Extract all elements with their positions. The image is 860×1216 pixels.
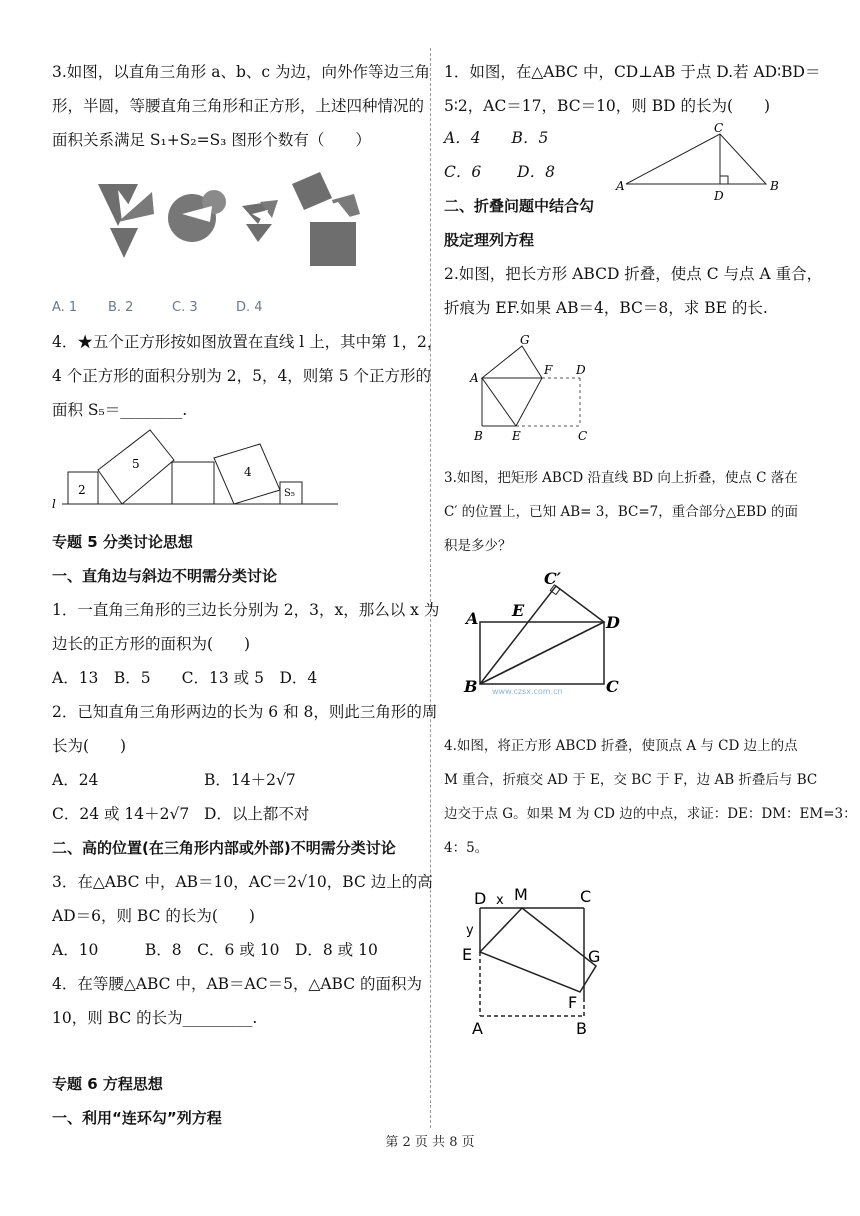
topic6-title: 专题 6 方程思想: [52, 1075, 163, 1093]
sq-label-d: D: [474, 889, 487, 908]
r-section2-title-line1: 二、折叠问题中结合勾: [444, 197, 595, 215]
page-footer: 第 2 页 共 8 页: [385, 1135, 475, 1150]
r-q2-line2: 折痕为 EF.如果 AB＝4，BC＝8，求 BE 的长.: [444, 299, 768, 317]
r-q4-line3: 边交于点 G。如果 M 为 CD 边的中点，求证：DE：DM：EM=3：: [444, 806, 857, 822]
fold2-watermark: www.czsx.com.cn: [492, 687, 563, 696]
sq-label-y: y: [466, 923, 474, 938]
t5q4-line2: 10，则 BC 的长为_________.: [52, 1009, 258, 1027]
fold1-label-g: G: [520, 333, 530, 347]
r-q3-line2: C′ 的位置上，已知 AB= 3，BC=7，重合部分△EBD 的面: [444, 504, 799, 520]
r-q3-line3: 积是多少？: [444, 538, 512, 554]
fold2-label-a: A: [466, 609, 479, 628]
sq-label-f: F: [568, 993, 578, 1012]
tri-label-d: D: [714, 189, 724, 203]
fold2-label-d: D: [606, 613, 620, 632]
t5q2-option-c: C．24 或 14＋2√7: [52, 805, 190, 823]
fold1-label-f: F: [544, 363, 553, 377]
topic5-title: 专题 5 分类讨论思想: [52, 533, 193, 551]
fold2-label-b: B: [464, 677, 478, 696]
t5q2-line1: 2．已知直角三角形两边的长为 6 和 8，则此三角形的周: [52, 703, 438, 721]
t5q1-line2: 边长的正方形的面积为( ): [52, 635, 251, 653]
fold1-label-c: C: [578, 429, 588, 443]
q3-figure: [92, 166, 412, 266]
squares-on-line-figure: [48, 424, 378, 510]
r-q1-line1: 1．如图，在△ABC 中，CD⊥AB 于点 D.若 AD∶BD＝: [444, 63, 821, 81]
q3-option-a: A. 1: [52, 300, 78, 315]
sq-label-e: E: [462, 945, 473, 964]
q3-option-b: B. 2: [108, 300, 134, 315]
square-fold-figure: [460, 880, 630, 1040]
tri-label-c: C: [714, 122, 724, 135]
triangle-cd-figure: [614, 122, 814, 204]
square1-label: 2: [78, 483, 86, 497]
fold-rectangle-figure: [464, 330, 624, 446]
t5q3-line2: AD＝6，则 BC 的长为( ): [52, 907, 255, 925]
fold1-label-a: A: [470, 371, 479, 385]
t5q3-line1: 3．在△ABC 中，AB＝10，AC＝2√10，BC 边上的高: [52, 873, 433, 891]
t5q2-option-d: D．以上都不对: [204, 805, 310, 823]
r-q3-line1: 3.如图，把矩形 ABCD 沿直线 BD 向上折叠，使点 C 落在: [444, 470, 798, 486]
square-figure: [292, 172, 360, 266]
r-q4-line4: 4：5。: [444, 840, 489, 856]
q3-text-line2: 形，半圆，等腰直角三角形和正方形，上述四种情况的: [52, 97, 425, 115]
t5q2-line2: 长为( ): [52, 737, 127, 755]
square4-label: 4: [244, 465, 252, 479]
sq-label-g: G: [588, 947, 601, 966]
q4-text-line3: 面积 S₅＝________.: [52, 401, 188, 419]
r-q4-line1: 4.如图，将正方形 ABCD 折叠，使顶点 A 与 CD 边上的点: [444, 738, 798, 754]
topic5-section2-title: 二、高的位置(在三角形内部或外部)不明需分类讨论: [52, 839, 396, 857]
fold1-label-e: E: [512, 429, 521, 443]
q4-text-line1: 4．★五个正方形按如图放置在直线 l 上，其中第 1，2，: [52, 333, 443, 351]
square5-label: S₅: [284, 488, 295, 499]
t5q1-line1: 1．一直角三角形的三边长分别为 2，3，x，那么以 x 为: [52, 601, 440, 619]
fold2-label-e: E: [512, 601, 525, 620]
fold1-label-d: D: [576, 363, 586, 377]
square2-label: 5: [132, 457, 140, 471]
fold1-label-b: B: [474, 429, 483, 443]
t5q3-options: A．10 B．8 C．6 或 10 D．8 或 10: [52, 941, 378, 959]
column-divider: [430, 48, 431, 1128]
topic6-section1-title: 一、利用“连环勾”列方程: [52, 1109, 222, 1127]
semicircle-figure: [168, 190, 226, 242]
r-q1-options-ab: A．4 B．5: [444, 129, 549, 147]
r-q1-line2: 5∶2，AC＝17，BC＝10，则 BD 的长为( ): [444, 97, 771, 115]
r-q4-line2: M 重合，折痕交 AD 于 E，交 BC 于 F，边 AB 折叠后与 BC: [444, 772, 818, 788]
q3-option-d: D. 4: [236, 300, 263, 315]
topic5-section1-title: 一、直角边与斜边不明需分类讨论: [52, 567, 278, 585]
sq-label-c: C: [580, 887, 592, 906]
isosceles-triangle-figure: [242, 200, 278, 242]
r-q1-options-cd: C．6 D．8: [444, 163, 555, 181]
fold2-label-c: C: [606, 677, 619, 696]
t5q1-options: A．13 B．5 C．13 或 5 D．4: [52, 669, 318, 687]
q4-text-line2: 4 个正方形的面积分别为 2，5，4，则第 5 个正方形的: [52, 367, 432, 385]
tri-label-b: B: [770, 179, 779, 193]
r-q2-line1: 2.如图，把长方形 ABCD 折叠，使点 C 与点 A 重合，: [444, 265, 823, 283]
sq-label-a: A: [472, 1019, 483, 1038]
q3-text-line1: 3.如图，以直角三角形 a、b、c 为边，向外作等边三角: [52, 63, 430, 81]
equilateral-triangle-figure: [98, 184, 154, 258]
t5q2-option-a: A．24: [52, 771, 99, 789]
sq-label-m: M: [514, 885, 528, 904]
t5q4-line1: 4．在等腰△ABC 中，AB＝AC＝5，△ABC 的面积为: [52, 975, 423, 993]
r-section2-title-line2: 股定理列方程: [444, 231, 535, 249]
line-l-label: l: [52, 497, 56, 510]
sq-label-b: B: [576, 1019, 587, 1038]
tri-label-a: A: [616, 179, 625, 193]
fold2-label-cprime: C′: [544, 569, 561, 588]
t5q2-option-b: B．14＋2√7: [204, 771, 296, 789]
sq-label-x: x: [496, 893, 504, 908]
q3-text-line3: 面积关系满足 S₁+S₂=S₃ 图形个数有（ ）: [52, 131, 371, 149]
fold-bd-figure: [458, 564, 648, 700]
q3-option-c: C. 3: [172, 300, 198, 315]
